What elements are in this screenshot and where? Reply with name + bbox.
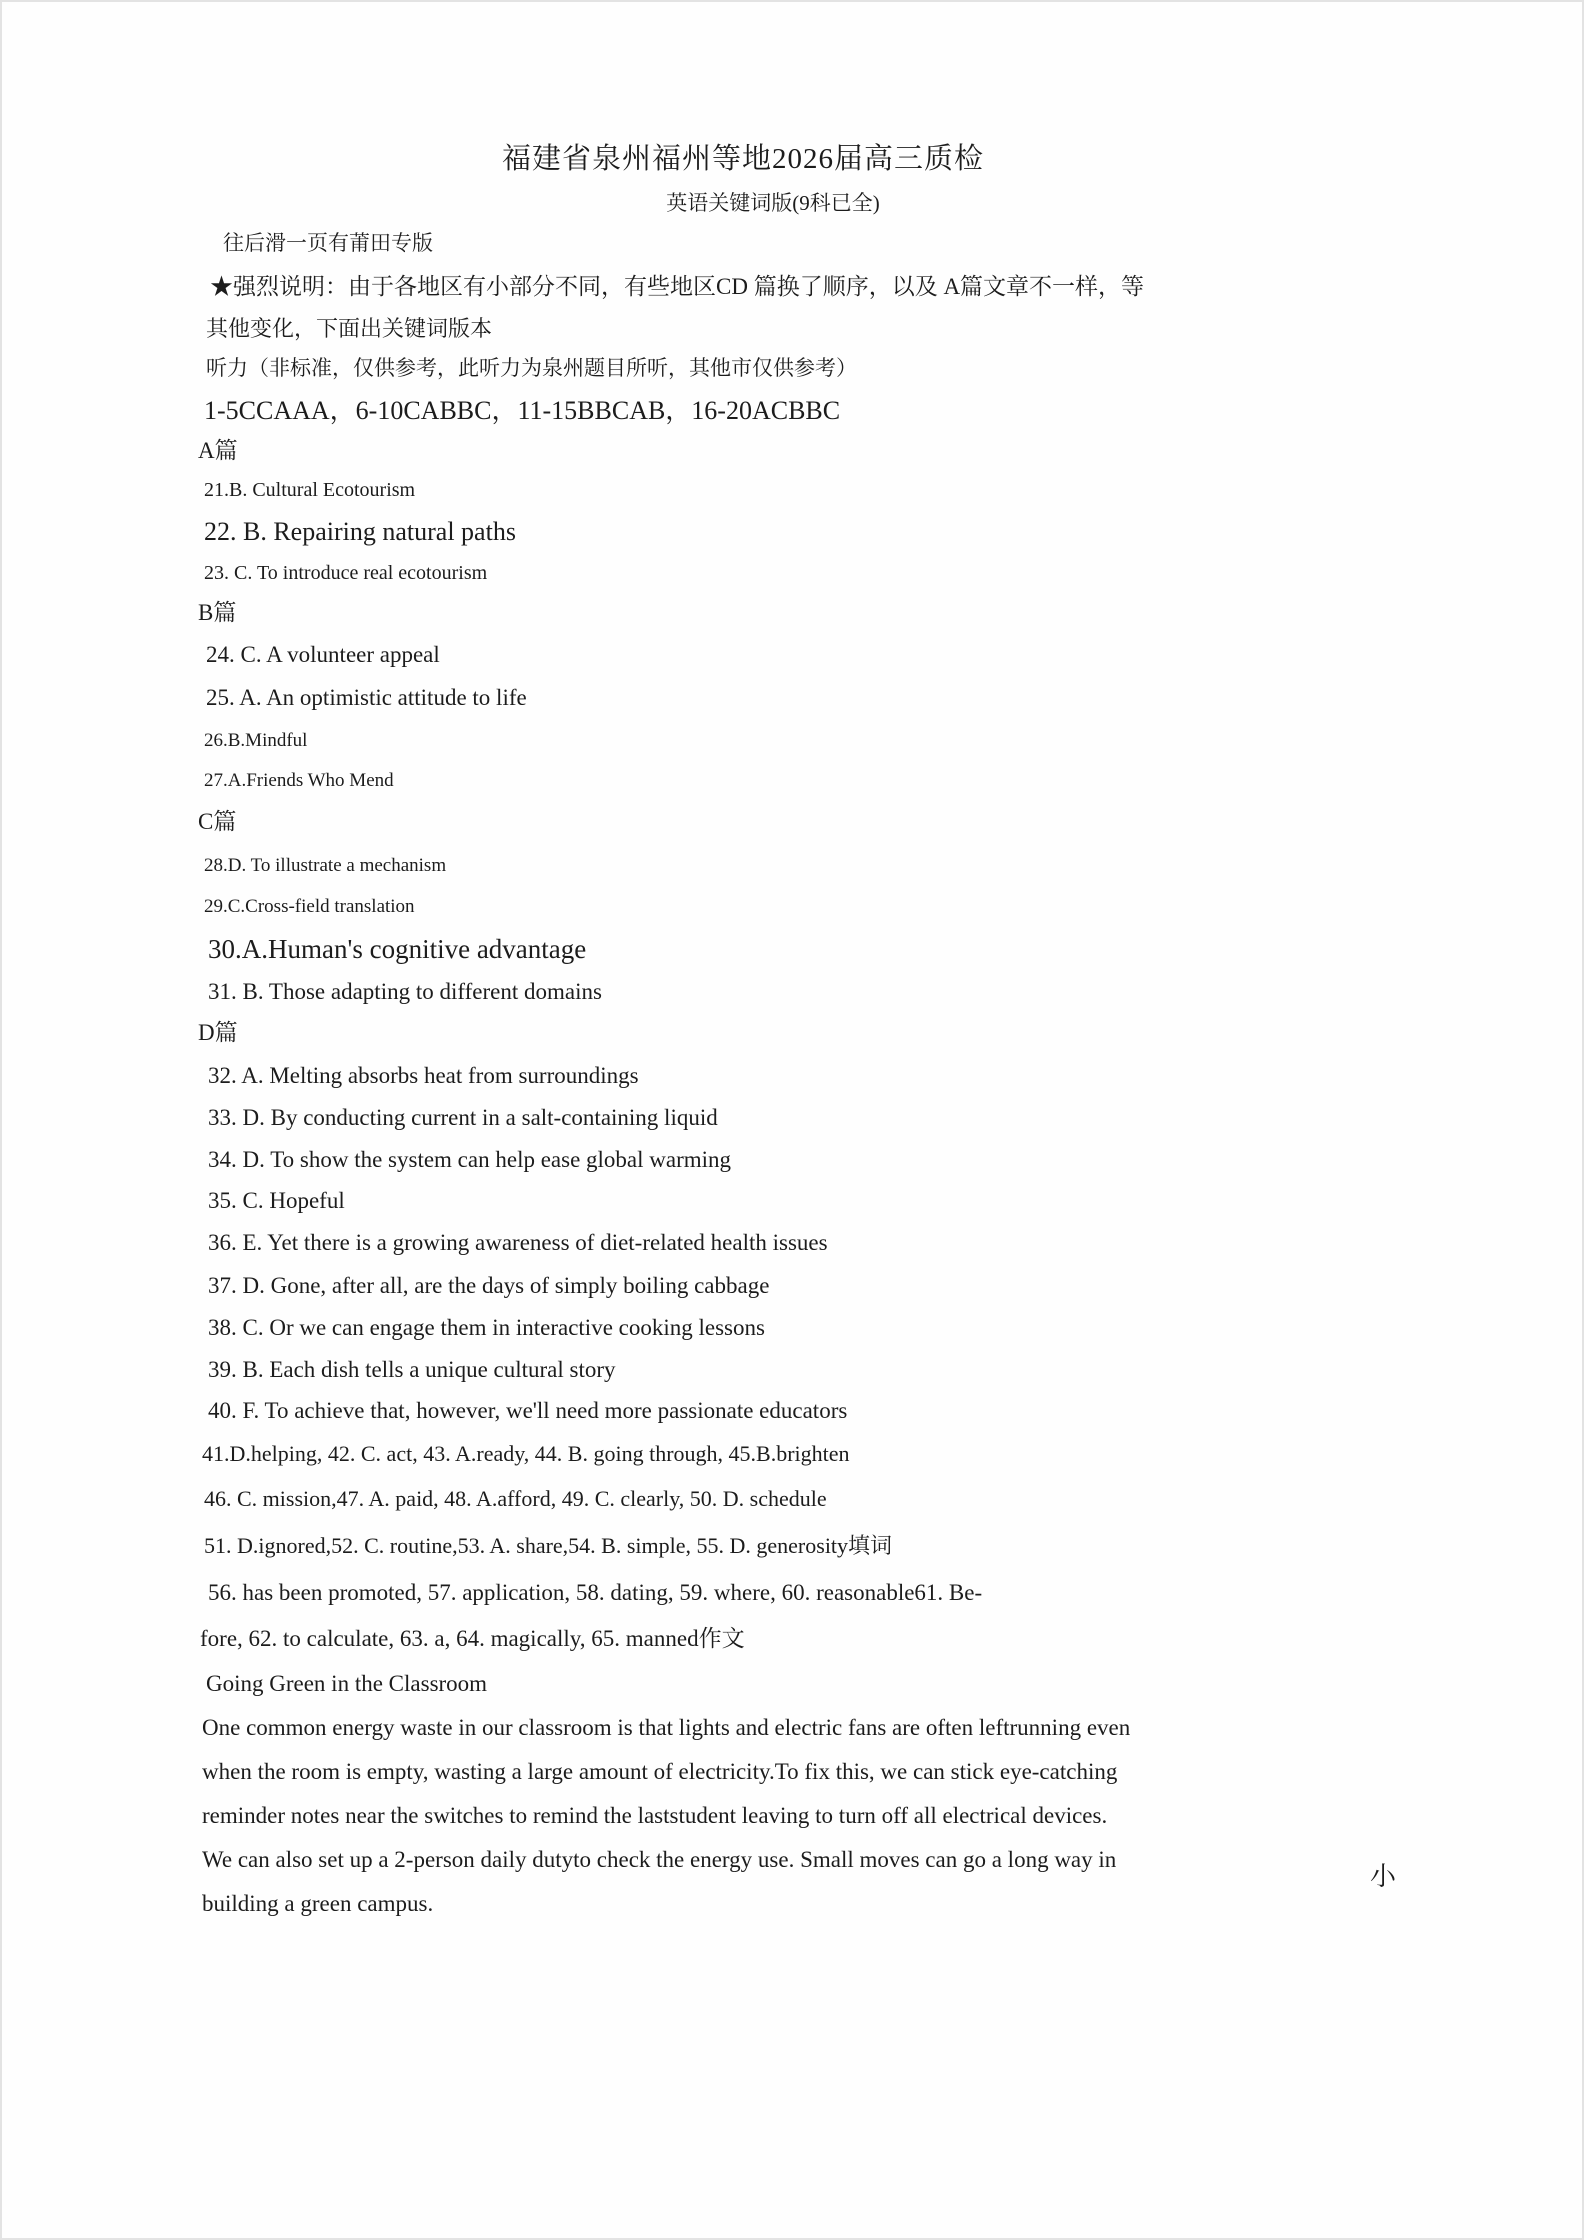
cloze-answers-row-3: 51. D.ignored,52. C. routine,53. A. share,54. B. simple, 55. D. generosity填词 (204, 1533, 893, 1558)
essay-line-1: One common energy waste in our classroom is that lights and electric fans are often leftrunning even (202, 1715, 1131, 1740)
cloze-answers-row-1: 41.D.helping, 42. C. act, 43. A.ready, 44. B. going through, 45.B.brighten (202, 1441, 850, 1466)
passage-a-heading: A篇 (198, 438, 238, 463)
passage-b-heading: B篇 (198, 600, 237, 625)
answer-32: 32. A. Melting absorbs heat from surroundings (208, 1063, 639, 1088)
grammar-fill-row-2: fore, 62. to calculate, 63. a, 64. magically, 65. manned作文 (200, 1626, 745, 1651)
answer-24: 24. C. A volunteer appeal (206, 642, 440, 667)
listening-note: 听力（非标准，仅供参考，此听力为泉州题目所听，其他市仅供参考） (206, 356, 857, 380)
essay-line-4: We can also set up a 2-person daily dutyto check the energy use. Small moves can go a long way in (202, 1847, 1117, 1872)
essay-title: Going Green in the Classroom (206, 1671, 488, 1696)
answer-33: 33. D. By conducting current in a salt-containing liquid (208, 1105, 718, 1130)
answer-35: 35. C. Hopeful (208, 1188, 345, 1213)
notice-line-2: 其他变化，下面出关键词版本 (206, 316, 493, 341)
listening-answer-keys: 1-5CCAAA，6-10CABBC，11-15BBCAB，16-20ACBBC (204, 396, 841, 425)
corner-mark: 小 (1370, 1862, 1397, 1891)
notice-line-1: ★强烈说明：由于各地区有小部分不同，有些地区CD 篇换了顺序，以及 A篇文章不一样，等 (210, 274, 1145, 299)
answer-21: 21.B. Cultural Ecotourism (204, 479, 416, 501)
answer-31: 31. B. Those adapting to different domains (208, 979, 602, 1004)
answer-22: 22. B. Repairing natural paths (204, 517, 516, 546)
answer-25: 25. A. An optimistic attitude to life (206, 685, 527, 710)
answer-34: 34. D. To show the system can help ease global warming (208, 1147, 732, 1172)
answer-36: 36. E. Yet there is a growing awareness of diet-related health issues (208, 1230, 828, 1255)
answer-39: 39. B. Each dish tells a unique cultural story (208, 1357, 616, 1382)
answer-29: 29.C.Cross-field translation (204, 896, 415, 917)
tip-line: 往后滑一页有莆田专版 (223, 231, 433, 255)
doc-subtitle: 英语关键词版(9科已全) (666, 191, 880, 215)
grammar-fill-row-1: 56. has been promoted, 57. application, 58. dating, 59. where, 60. reasonable61. Be- (208, 1580, 983, 1605)
answer-23: 23. C. To introduce real ecotourism (204, 562, 488, 584)
answer-27: 27.A.Friends Who Mend (204, 770, 394, 791)
passage-d-heading: D篇 (198, 1020, 238, 1045)
answer-26: 26.B.Mindful (204, 730, 308, 751)
essay-line-2: when the room is empty, wasting a large amount of electricity.To fix this, we can stick eye-catching (202, 1759, 1118, 1784)
answer-28: 28.D. To illustrate a mechanism (204, 855, 447, 876)
answer-40: 40. F. To achieve that, however, we'll need more passionate educators (208, 1398, 848, 1423)
answer-30: 30.A.Human's cognitive advantage (208, 934, 587, 964)
essay-line-5: building a green campus. (202, 1891, 434, 1916)
answer-37: 37. D. Gone, after all, are the days of simply boiling cabbage (208, 1273, 770, 1298)
passage-c-heading: C篇 (198, 809, 237, 834)
cloze-answers-row-2: 46. C. mission,47. A. paid, 48. A.afford, 49. C. clearly, 50. D. schedule (204, 1486, 827, 1511)
doc-title: 福建省泉州福州等地2026届高三质检 (501, 143, 984, 175)
essay-line-3: reminder notes near the switches to remind the laststudent leaving to turn off all electrical devices. (202, 1803, 1108, 1828)
answer-38: 38. C. Or we can engage them in interactive cooking lessons (208, 1315, 765, 1340)
